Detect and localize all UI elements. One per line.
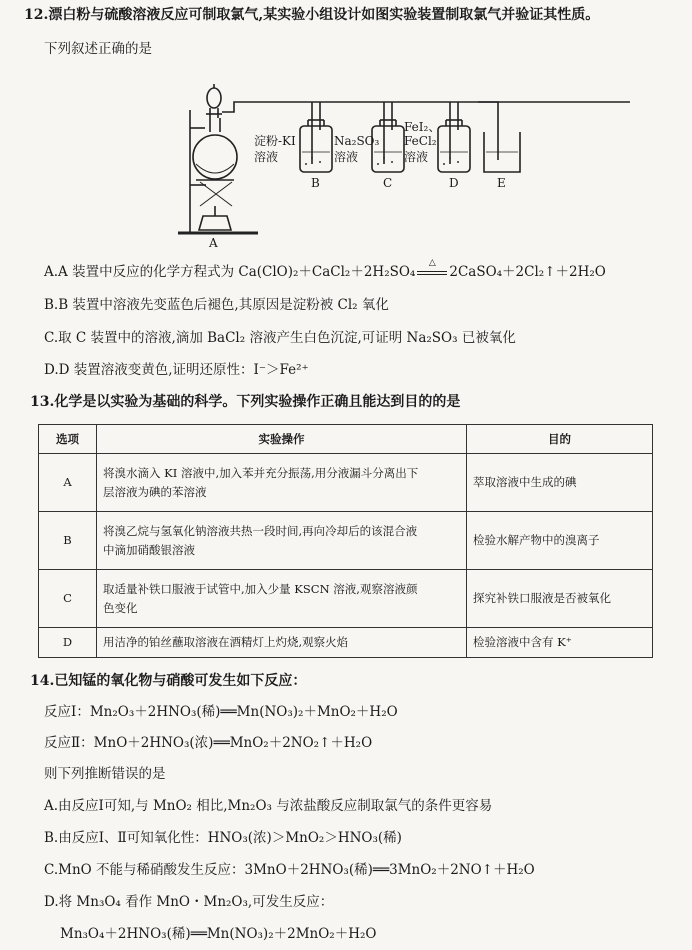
- table-row: [39, 570, 653, 628]
- q13-stem: 13.化学是以实验为基础的科学。下列实验操作正确且能达到目的的是: [30, 394, 461, 410]
- row-purpose: 检验水解产物中的溴离子: [467, 512, 653, 570]
- row-option: D: [39, 628, 97, 658]
- apparatus-label-c: C: [383, 176, 393, 190]
- row-purpose: 探究补铁口服液是否被氧化: [467, 570, 653, 628]
- row-purpose: 萃取溶液中生成的碘: [467, 454, 653, 512]
- row-purpose: 检验溶液中含有 K⁺: [467, 628, 653, 658]
- row-operation: [97, 454, 467, 512]
- experiment-table: [38, 424, 653, 658]
- row-operation-line-1: 将溴水滴入 KI 溶液中,加入苯并充分振荡,用分液漏斗分离出下: [103, 465, 419, 480]
- reagent-b-label-1: 淀粉-KI: [254, 134, 296, 148]
- header-purpose: 目的: [467, 425, 653, 454]
- q12-option-a: [44, 258, 606, 281]
- apparatus-label-d: D: [449, 176, 459, 190]
- q14-reaction-1: 反应Ⅰ：Mn₂O₃＋2HNO₃(稀)══Mn(NO₃)₂＋MnO₂＋H₂O: [44, 704, 398, 720]
- q14-reaction-2: 反应Ⅱ：MnO＋2HNO₃(浓)══MnO₂＋2NO₂↑＋H₂O: [44, 735, 373, 751]
- reagent-d-label-2: FeCl₂: [404, 134, 437, 148]
- row-option: C: [39, 570, 97, 628]
- row-option: A: [39, 454, 97, 512]
- row-operation-line-1: 取适量补铁口服液于试管中,加入少量 KSCN 溶液,观察溶液颜: [103, 581, 418, 596]
- row-operation: 用洁净的铂丝蘸取溶液在酒精灯上灼烧,观察火焰: [97, 628, 467, 658]
- row-operation-line-2: 中滴加硝酸银溶液: [103, 542, 195, 557]
- table-header-row: [39, 425, 653, 454]
- reagent-d-label-1: FeI₂、: [404, 120, 441, 134]
- row-operation-line-2: 色变化: [103, 600, 138, 615]
- heating-condition: △: [428, 258, 436, 268]
- reagent-b-label-2: 溶液: [254, 150, 279, 164]
- q12-option-d: D.D 装置溶液变黄色,证明还原性：I⁻＞Fe²⁺: [44, 362, 309, 378]
- q14-option-d: D.将 Mn₃O₄ 看作 MnO・Mn₂O₃,可发生反应：: [44, 894, 334, 910]
- reagent-c-label-2: 溶液: [334, 150, 359, 164]
- q12-option-b: B.B 装置中溶液先变蓝色后褪色,其原因是淀粉被 Cl₂ 氧化: [44, 297, 389, 313]
- table-row: [39, 512, 653, 570]
- heating-arrow: [415, 258, 449, 281]
- apparatus-label-e: E: [497, 176, 506, 190]
- apparatus-figure: [0, 0, 692, 260]
- row-operation-line-1: 将溴乙烷与氢氧化钠溶液共热一段时间,再向冷却后的该混合液: [103, 523, 418, 538]
- reagent-d-label-3: 溶液: [404, 150, 429, 164]
- reagent-c-label-1: Na₂SO₃: [334, 134, 380, 148]
- q12-stem: 12.漂白粉与硫酸溶液反应可制取氯气,某实验小组设计如图实验装置制取氯气并验证其性质。: [24, 7, 600, 23]
- q12-ask: 下列叙述正确的是: [44, 41, 152, 57]
- q14-option-a: A.由反应Ⅰ可知,与 MnO₂ 相比,Mn₂O₃ 与浓盐酸反应制取氯气的条件更容易: [44, 798, 493, 814]
- row-operation: [97, 570, 467, 628]
- apparatus-label-a: A: [209, 236, 218, 250]
- row-operation-line-2: 层溶液为碘的苯溶液: [103, 484, 207, 499]
- q12-option-a-head: A.A 装置中反应的化学方程式为 Ca(ClO)₂＋CaCl₂＋2H₂SO₄: [44, 264, 416, 280]
- q12-option-a-tail: 2CaSO₄＋2Cl₂↑＋2H₂O: [449, 264, 606, 280]
- table-row: [39, 628, 653, 658]
- table-row: [39, 454, 653, 512]
- header-option: 选项: [39, 425, 97, 454]
- q14-option-d-equation: Mn₃O₄＋2HNO₃(稀)══Mn(NO₃)₂＋2MnO₂＋H₂O: [60, 926, 377, 942]
- row-option: B: [39, 512, 97, 570]
- row-operation: [97, 512, 467, 570]
- header-operation: 实验操作: [97, 425, 467, 454]
- q12-option-c: C.取 C 装置中的溶液,滴加 BaCl₂ 溶液产生白色沉淀,可证明 Na₂SO₃ 已被氧化: [44, 330, 516, 346]
- q14-stem: 14.已知锰的氧化物与硝酸可发生如下反应：: [30, 673, 307, 689]
- apparatus-label-b: B: [311, 176, 320, 190]
- q14-option-c: C.MnO 不能与稀硝酸发生反应：3MnO＋2HNO₃(稀)══3MnO₂＋2NO↑＋H₂O: [44, 862, 535, 878]
- q14-ask: 则下列推断错误的是: [44, 766, 166, 782]
- q14-option-b: B.由反应Ⅰ、Ⅱ可知氧化性：HNO₃(浓)＞MnO₂＞HNO₃(稀): [44, 830, 402, 846]
